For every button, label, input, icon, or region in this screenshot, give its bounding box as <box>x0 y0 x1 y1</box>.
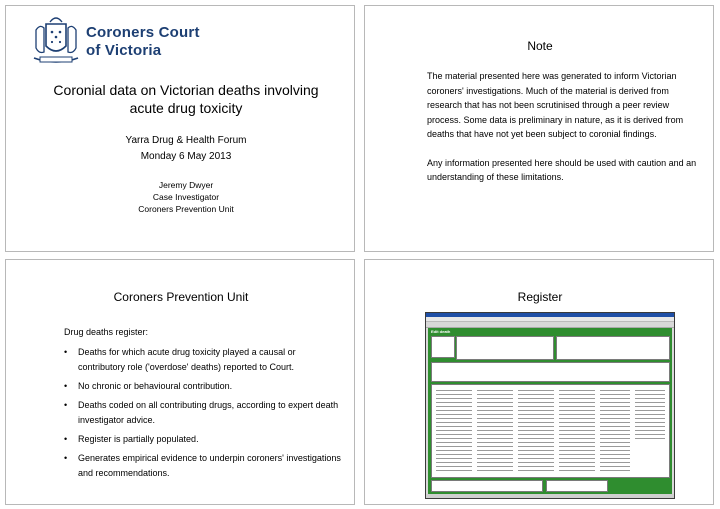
slide-title <box>5 5 355 252</box>
coat-of-arms-icon <box>30 12 82 70</box>
event-name: Yarra Drug & Health Forum <box>125 135 247 146</box>
slide-register <box>364 259 714 505</box>
register-screenshot <box>425 312 675 499</box>
slide-cpu <box>5 259 355 505</box>
slide-heading: Coroners Prevention Unit <box>113 290 249 304</box>
note-paragraph-2: Any information presented here should be used with caution and an understanding of these limitations. <box>427 157 697 182</box>
list-item: • Register is partially populated. <box>64 432 344 447</box>
form-fields-panel <box>431 336 455 358</box>
slide-note <box>364 5 714 252</box>
case-details-textbox <box>456 336 554 360</box>
window-statusbar <box>426 494 674 498</box>
presenter-role: Case Investigator <box>152 192 220 202</box>
presentation-title: Coronial data on Victorian deaths involving acute drug toxicity <box>53 82 319 116</box>
coroners-court-logo <box>30 12 230 72</box>
notes-textbox <box>556 336 670 360</box>
case-attributes-panel <box>431 362 670 382</box>
bullet-list <box>64 345 344 485</box>
bottom-fields-panel <box>431 480 543 492</box>
event-block <box>36 133 336 165</box>
slide-heading: Register <box>517 290 563 304</box>
logo-text-line2: of Victoria <box>86 42 162 59</box>
slide-heading: Note <box>527 39 553 53</box>
bottom-status-panel <box>546 480 608 492</box>
presenter-block <box>36 179 336 215</box>
edit-death-form <box>428 328 672 494</box>
logo-text-line1: Coroners Court <box>86 24 200 41</box>
list-item: • Deaths for which acute drug toxicity played a causal or contributory role ('overdose' deaths) reported to Court. <box>64 345 344 375</box>
form-title: Edit death <box>431 329 451 334</box>
note-paragraph-1: The material presented here was generated to inform Victorian coroners' investigations. Much of the material is derived from research that has not been scrutinised through a peer review process. Some data is preliminary in nature, as it is derived from deaths that have not yet been subject to coronial findings. <box>427 71 684 139</box>
list-item: • Generates empirical evidence to underpin coroners' investigations and recommendations. <box>64 451 344 481</box>
list-item: • Deaths coded on all contributing drugs, according to expert death investigator advice. <box>64 398 344 428</box>
list-item: • No chronic or behavioural contribution. <box>64 379 344 394</box>
note-body <box>427 69 697 199</box>
presenter-name: Jeremy Dwyer <box>158 180 214 190</box>
presenter-unit: Coroners Prevention Unit <box>138 204 234 214</box>
drug-checklist-panel <box>431 384 670 478</box>
register-intro: Drug deaths register: <box>64 327 149 337</box>
event-date: Monday 6 May 2013 <box>140 151 232 162</box>
